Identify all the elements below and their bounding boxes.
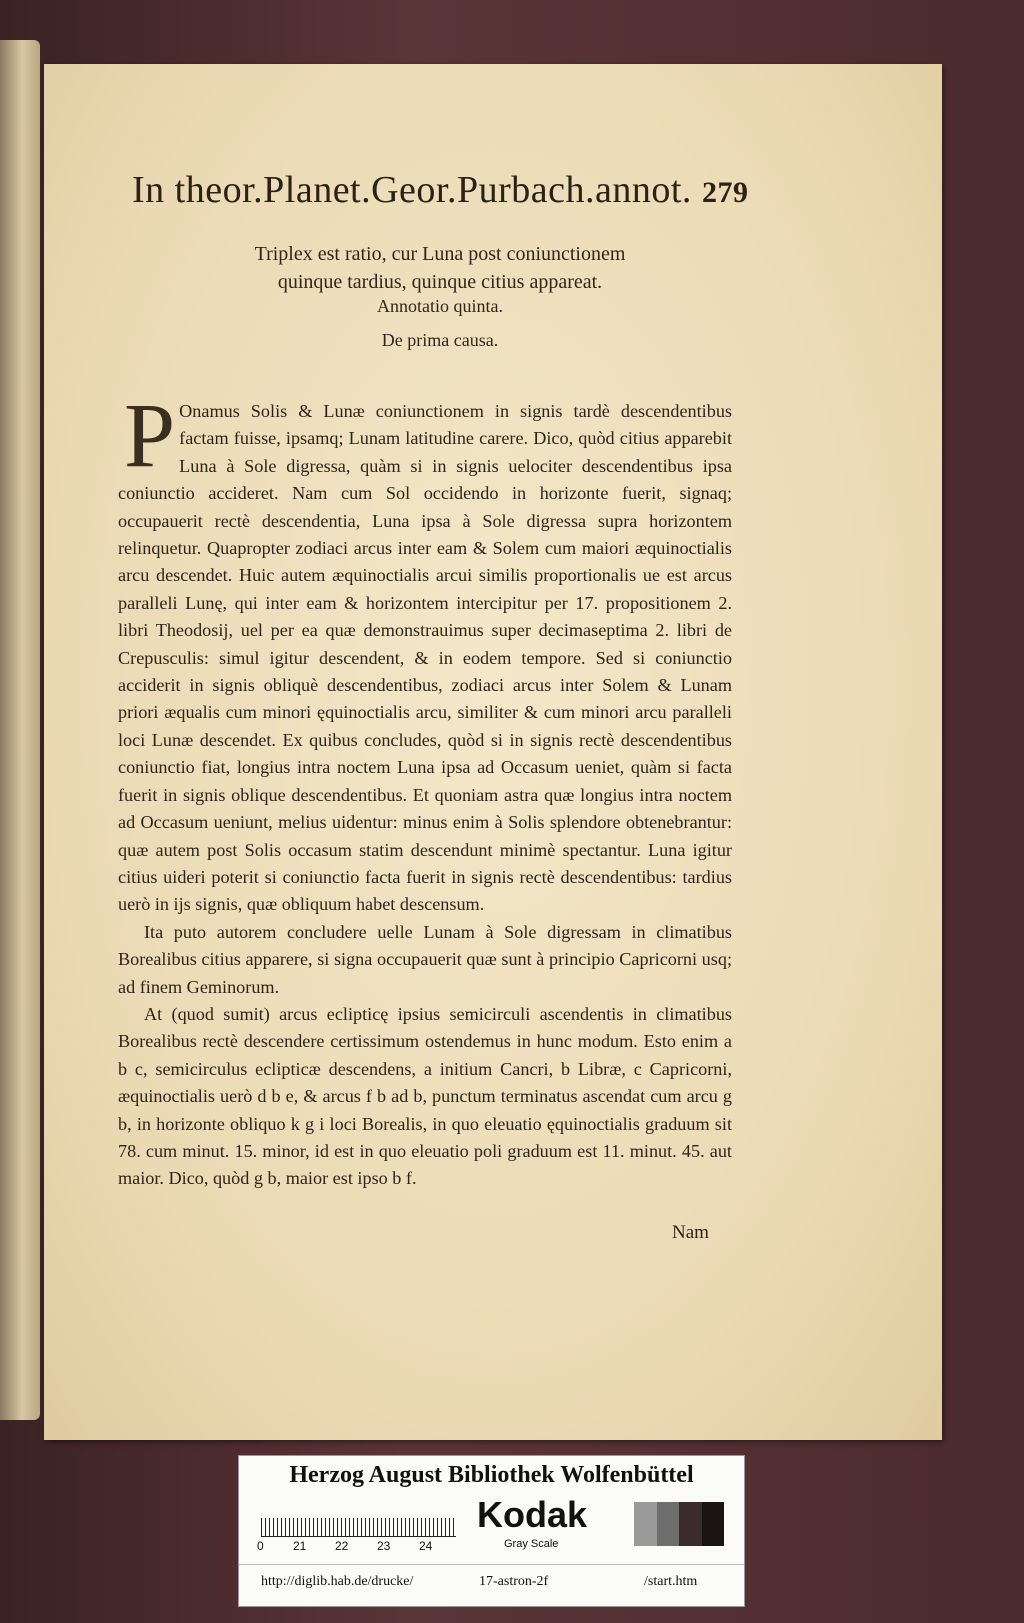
facing-page-edge xyxy=(0,40,40,1420)
paragraph-1 xyxy=(118,384,732,919)
url-base: http://diglib.hab.de/drucke/ xyxy=(261,1574,414,1589)
gray-scale-label: Gray Scale xyxy=(504,1538,559,1550)
heading-line-1: Triplex est ratio, cur Luna post coniunctionem xyxy=(254,243,626,265)
library-name: Herzog August Bibliothek Wolfenbüttel xyxy=(289,1462,694,1488)
swatch xyxy=(702,1502,725,1546)
ruler-label: 0 xyxy=(257,1539,264,1553)
swatch xyxy=(679,1502,702,1546)
section-label: De prima causa. xyxy=(381,330,499,350)
annotation-label: Annotatio quinta. xyxy=(377,296,503,316)
page-number: 279 xyxy=(701,176,749,209)
gray-swatches xyxy=(634,1502,724,1546)
heading xyxy=(150,240,730,296)
ruler-label: 21 xyxy=(293,1539,307,1553)
card-divider xyxy=(239,1564,744,1565)
paragraph-2: Ita puto autorem concludere uelle Lunam à Sole digressam in climatibus Borealibus citius apparere, si signa occupauerit quæ sunt à principio Capricorni usq; ad finem Geminorum. xyxy=(118,921,732,997)
ruler-label: 24 xyxy=(419,1539,433,1553)
body-text xyxy=(118,384,732,1193)
catchword: Nam xyxy=(672,1222,709,1243)
url-id: 17-astron-2f xyxy=(479,1574,549,1589)
swatch xyxy=(657,1502,680,1546)
ruler-label: 22 xyxy=(335,1539,349,1553)
running-head xyxy=(132,168,752,212)
swatch xyxy=(634,1502,657,1546)
ruler-scale xyxy=(261,1498,456,1537)
url-suffix: /start.htm xyxy=(644,1574,698,1589)
kodak-logo: Kodak xyxy=(477,1494,588,1535)
ruler-label: 23 xyxy=(377,1539,391,1553)
running-head-text: In theor.Planet.Geor.Purbach.annot. xyxy=(132,169,692,211)
paragraph-3: At (quod sumit) arcus eclipticę ipsius semicirculi ascendentis in climatibus Borealibus rectè descendere certissimum ostendemus in hunc modum. Esto enim a b c, semicirculus eclipticæ descendens, a initium Cancri, b Libræ, c Capricorni, æquinoctialis uerò d b e, & arcus f b ad b, punctum terminatus ascendat cum arcu g b, in horizonte obliquo k g i loci Borealis, in quo eleuatio ęquinoctialis graduum sit 78. cum minut. 15. minor, id est in quo eleuatio poli graduum est 11. minut. 45. aut maior. Dico, quòd g b, maior est ipso b f. xyxy=(118,1003,732,1189)
paragraph-1-text: Onamus Solis & Lunæ coniunctionem in signis tardè descendentibus factam fuisse, ipsamq; Lunam latitudine carere. Dico, quòd citius apparebit Luna à Sole digressa, quàm si in signis uelociter descendentibus ipsa coniunctio accideret. Nam cum Sol occidendo in horizonte fuerit, signaq; occupauerit rectè descendentia, Luna ipsa à Sole digressa supra horizontem relinquetur. Quapropter zodiaci arcus inter eam & Solem cum maiori æquinoctialis arcu descendet. Huic autem æquinoctialis arcui similis proportionalis ue est arcus paralleli Lunę, qui inter eam & horizontem intercipitur per 17. propositionem 2. libri Theodosij, uel per ea quæ demonstrauimus super decimaseptima 2. libri de Crepusculis: simul igitur descendent, & in eodem tempore. Sed si coniunctio acciderit in signis obliquè descendentibus, zodiaci arcus inter Solem & Lunam priori æqualis cum minori ęquinoctialis arcu, similiter & cum minori arcu paralleli loci Lunæ descendet. Ex quibus concludes, quòd si in signis rectè descendentibus coniunctio fiat, longius intra noctem Luna ipsa ad Occasum ueniet, quàm si facta fuerit in signis oblique descendentibus. Et quoniam astra quæ longius intra noctem ad Occasum ueniunt, melius uidentur: minus enim à Solis splendore obtenebrantur: quæ autem post Solis occasum statim descendunt minimè spectantur. Luna igitur citius uideri poterit si coniunctio facta fuerit in signis rectè descendentibus: tardius uerò in ijs signis, quæ obliquum habet descensum. xyxy=(118,401,732,915)
color-calibration-card xyxy=(238,1455,745,1607)
dropcap: P xyxy=(124,384,176,486)
heading-line-2: quinque tardius, quinque citius appareat. xyxy=(277,271,603,293)
